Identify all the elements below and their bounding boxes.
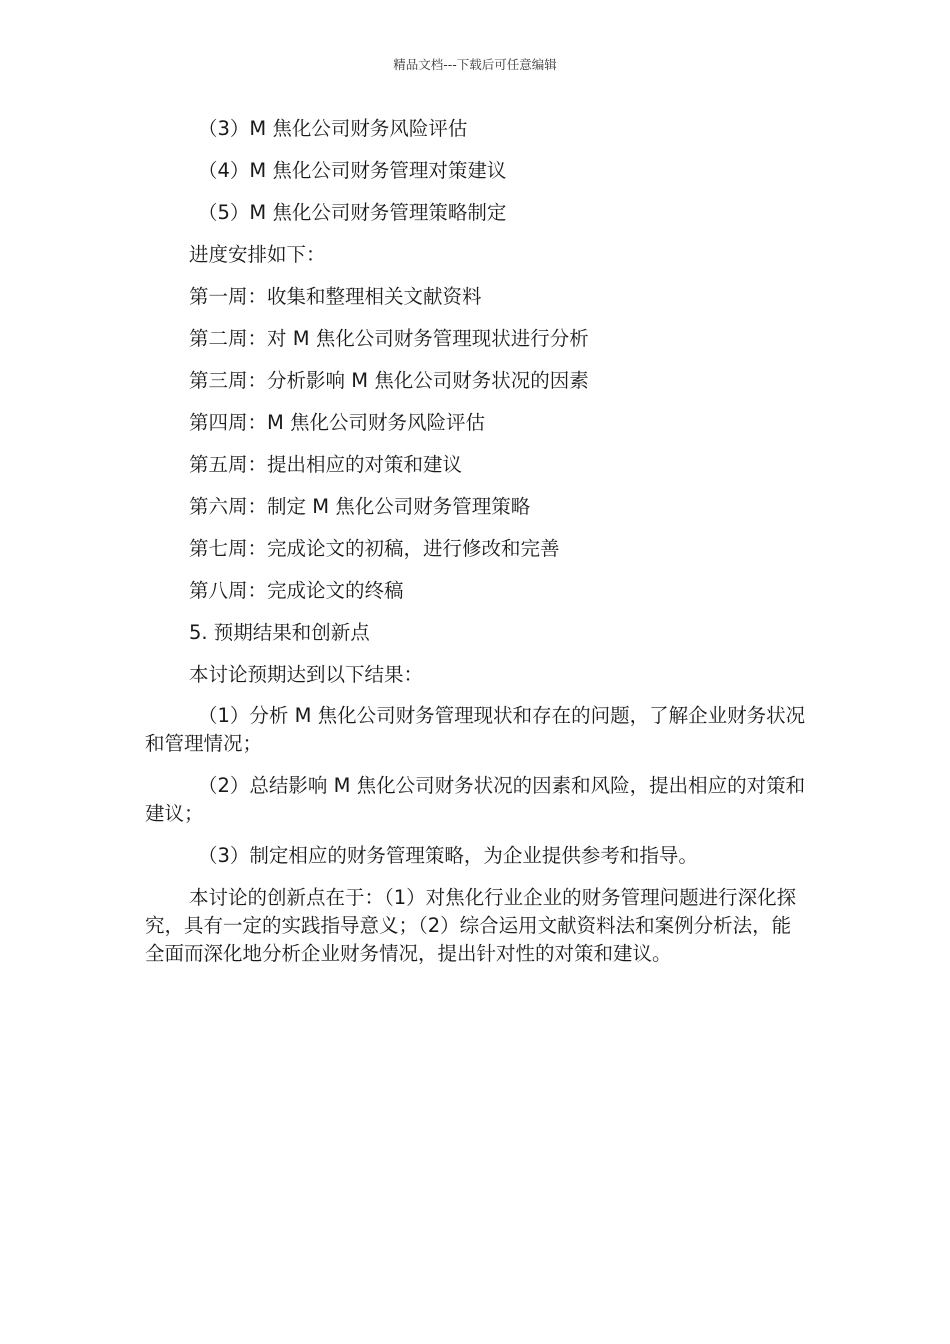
list-item: （4）M 焦化公司财务管理对策建议 (198, 159, 507, 182)
results-intro: 本讨论预期达到以下结果： (189, 663, 424, 686)
schedule-week: 第一周：收集和整理相关文献资料 (189, 285, 482, 308)
schedule-week: 第四周：M 焦化公司财务风险评估 (189, 411, 486, 434)
document-body (145, 114, 807, 982)
schedule-week: 第二周：对 M 焦化公司财务管理现状进行分析 (189, 327, 589, 350)
schedule-week: 第三周：分析影响 M 焦化公司财务状况的因素 (189, 369, 589, 392)
result-paragraph: （2）总结影响 M 焦化公司财务状况的因素和风险，提出相应的对策和建议； (145, 774, 806, 825)
result-paragraph: （1）分析 M 焦化公司财务管理现状和存在的问题，了解企业财务状况和管理情况； (145, 704, 806, 755)
section-heading: 5. 预期结果和创新点 (189, 621, 370, 644)
schedule-week: 第六周：制定 M 焦化公司财务管理策略 (189, 495, 531, 518)
schedule-week: 第八周：完成论文的终稿 (189, 579, 404, 602)
innovation-paragraph: 本讨论的创新点在于：（1）对焦化行业企业的财务管理问题进行深化探究，具有一定的实践指导意义；（2）综合运用文献资料法和案例分析法，能全面而深化地分析企业财务情况，提出针对性的对策和建议。 (145, 886, 797, 965)
list-item: （5）M 焦化公司财务管理策略制定 (198, 201, 507, 224)
schedule-week: 第七周：完成论文的初稿，进行修改和完善 (189, 537, 560, 560)
schedule-week: 第五周：提出相应的对策和建议 (189, 453, 463, 476)
list-item: （3）M 焦化公司财务风险评估 (198, 117, 468, 140)
result-paragraph: （3）制定相应的财务管理策略，为企业提供参考和指导。 (198, 844, 698, 867)
schedule-intro: 进度安排如下： (189, 243, 326, 266)
page-header: 精品文档---下载后可任意编辑 (393, 57, 557, 72)
